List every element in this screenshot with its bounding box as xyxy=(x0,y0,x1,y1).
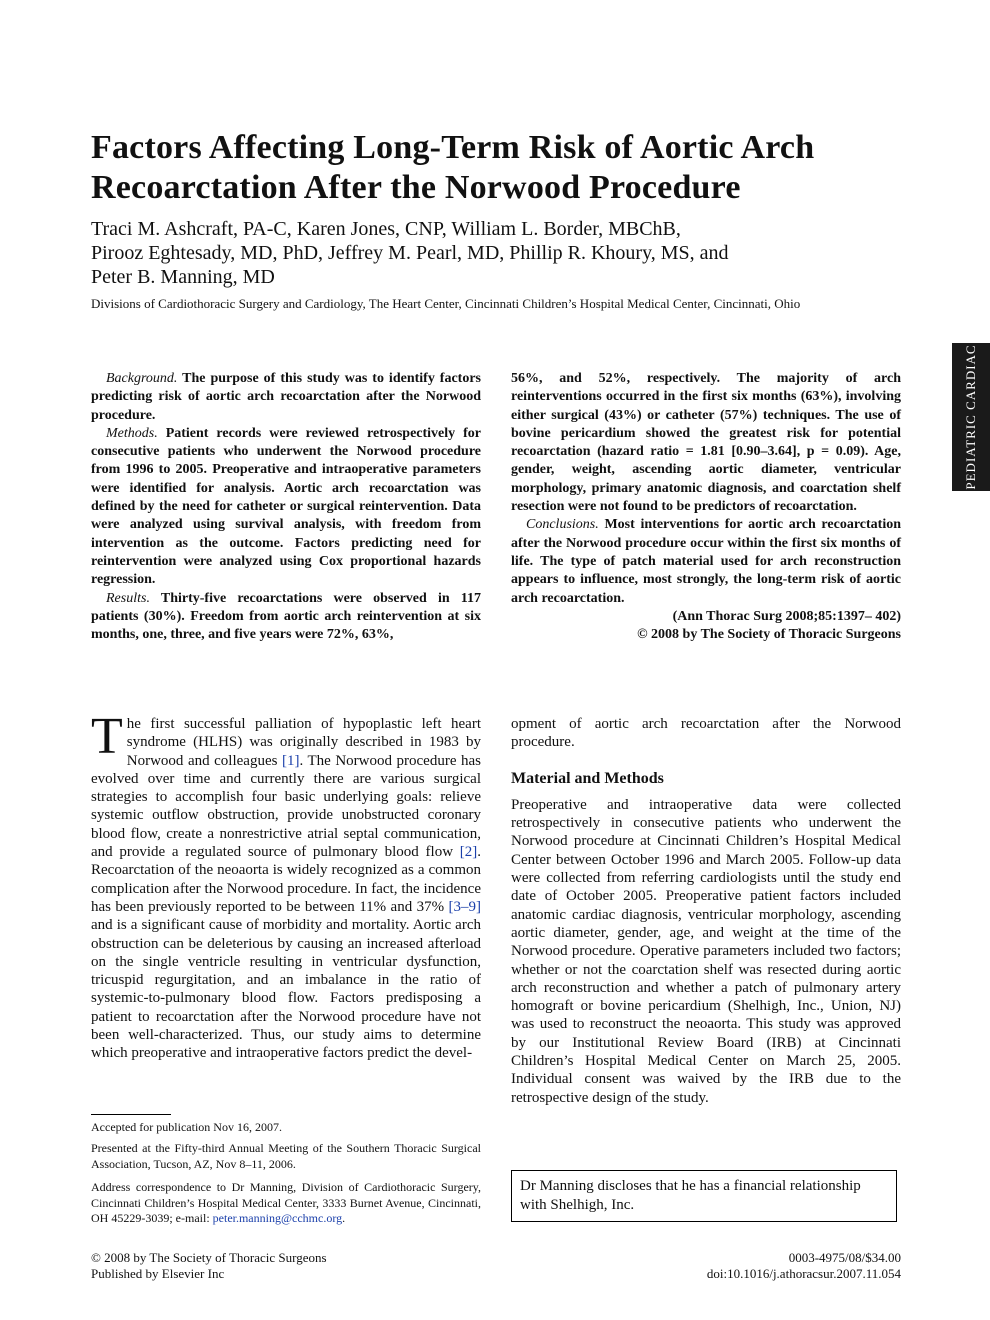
footer-left xyxy=(91,1250,327,1281)
footnote-presented: Presented at the Fifty-third Annual Meeting of the Southern Thoracic Surgical Association, Tucson, AZ, Nov 8–11, 2006. xyxy=(91,1141,481,1171)
methods-label: Methods. xyxy=(106,425,158,441)
results-text: Thirty-five recoarctations were observed in 117 patients (30%). Freedom from aortic arch reintervention at six months, one, three, and five years were 72%, 63%, xyxy=(91,590,481,643)
abstract-conclusions xyxy=(511,516,901,607)
footnote-address xyxy=(91,1180,481,1227)
conclusions-label: Conclusions. xyxy=(526,517,599,533)
intro-text: . The Norwood procedure has evolved over time and currently there are various surgical strategies to accomplish four basic underlying goals: relieve systemic outflow obstruction, provide unobstructed coronary blood flow, create a nonrestrictive atrial septal communication, and provide a regulated source of pulmonary blood flow xyxy=(91,752,482,861)
abstract-right-column xyxy=(511,370,901,644)
author-line: Peter B. Manning, MD xyxy=(91,266,275,288)
intro-continued: opment of aortic arch recoarctation after the Norwood procedure. xyxy=(511,716,901,751)
conclusions-text: Most interventions for aortic arch recoarctation after the Norwood procedure occur within the first six months of life. The type of patch material used for arch reconstruction appears to influence, most strongly, the long-term risk of aortic arch recoarctation. xyxy=(511,517,901,606)
footer-right xyxy=(707,1250,901,1281)
results-label: Results. xyxy=(106,590,150,606)
drop-cap: T xyxy=(91,708,123,765)
title-line: Factors Affecting Long-Term Risk of Aortic Arch xyxy=(91,129,815,166)
intro-text: . Recoarctation of the neoaorta is widely recognized as a common complication after the Norwood procedure. In fact, the incidence has been previously reported to be between 11% and 37% xyxy=(91,844,482,915)
background-label: Background. xyxy=(106,371,178,386)
citation: (Ann Thorac Surg 2008;85:1397– 402) xyxy=(672,608,901,624)
intro-text: he first successful palliation of hypoplastic left heart syndrome (HLHS) was originally described in 1983 by Norwood and colleagues xyxy=(126,716,481,769)
section-tab-label: PEDIATRIC CARDIAC xyxy=(963,344,978,490)
abstract-background xyxy=(91,370,481,425)
methods-column xyxy=(511,715,901,1107)
intro-text: and is a significant cause of morbidity and mortality. Aortic arch obstruction can be deleterious by causing an increased afterload on the single ventricle resulting in ventricular dysfunction, tricuspid regurgitation, and an imbalance in the ratio of systemic-to-pulmonary blood flow. Factors predisposing a patient to recoarctation after the Norwood procedure have not been well-characterized. Thus, our study aims to determine which preoperative and intraoperative factors predict the devel- xyxy=(91,917,481,1062)
intro-column xyxy=(91,708,482,1063)
address-end: . xyxy=(342,1211,346,1225)
reference-link[interactable]: [3–9] xyxy=(448,898,482,915)
reference-link[interactable]: [2] xyxy=(459,844,478,861)
abstract-left-column xyxy=(91,370,481,644)
section-tab xyxy=(952,343,990,491)
footer-publisher: Published by Elsevier Inc xyxy=(91,1265,225,1281)
intro-paragraph xyxy=(91,708,482,1063)
affiliation: Divisions of Cardiothoracic Surgery and Cardiology, The Heart Center, Cincinnati Children’s Hospital Medical Center, Cincinnati, Ohio xyxy=(91,296,801,311)
title-line: Recoarctation After the Norwood Procedure xyxy=(91,169,741,206)
copyright: © 2008 by The Society of Thoracic Surgeons xyxy=(637,627,901,643)
abstract-methods xyxy=(91,425,481,590)
footnote-divider xyxy=(91,1114,171,1115)
disclosure-box: Dr Manning discloses that he has a financial relationship with Shelhigh, Inc. xyxy=(511,1170,897,1222)
section-heading: Material and Methods xyxy=(511,769,664,787)
abstract-results-continued: 56%, and 52%, respectively. The majority of arch reinterventions occurred in the first six months (63%), involving either surgical (43%) or catheter (57%) techniques. The use of bovine pericardium showed the greatest risk for potential recoarctation (hazard ratio = 1.81 [0.90–3.64], p = 0.09). Age, gender, weight, ascending aortic diameter, ventricular morphology, primary anatomic diagnosis, and coarctation shelf resection were not found to be predictors of recoarctation. xyxy=(511,371,901,515)
reference-link[interactable]: [1] xyxy=(281,752,300,769)
author-line: Pirooz Eghtesady, MD, PhD, Jeffrey M. Pearl, MD, Phillip R. Khoury, MS, and xyxy=(91,242,729,264)
author-list xyxy=(91,217,911,289)
footer-doi: doi:10.1016/j.athoracsur.2007.11.054 xyxy=(706,1265,901,1281)
footer-issn: 0003-4975/08/$34.00 xyxy=(788,1250,901,1265)
abstract-results xyxy=(91,590,481,645)
methods-paragraph: Preoperative and intraoperative data were collected retrospectively in consecutive patients who underwent the Norwood procedure at Cincinnati Children’s Hospital Medical Center between October 1996 and March 2005. Follow-up data were collected from referring cardiologists until the study end date of October 2005. Preoperative patient factors included anatomic cardiac diagnosis, ventricular morphology, ascending aortic diameter, gender, age, and weight at the time of the Norwood procedure. Operative parameters included two factors; whether or not the coarctation shelf was resected during aortic arch reconstruction and whether a patch of pulmonary artery homograft or bovine pericardium (Shelhigh, Inc., Union, NJ) was used to reconstruct the neoaorta. This study was approved by our Institutional Review Board (IRB) at Cincinnati Children’s Hospital Medical Center on March 25, 2005. Individual consent was waived by the IRB due to the retrospective design of the study. xyxy=(511,796,901,1106)
footer-copyright: © 2008 by The Society of Thoracic Surgeons xyxy=(91,1250,327,1265)
background-text: The purpose of this study was to identify factors predicting risk of aortic arch recoarctation after the Norwood procedure. xyxy=(91,371,482,423)
footnote-accepted: Accepted for publication Nov 16, 2007. xyxy=(91,1120,282,1134)
article-title xyxy=(91,128,911,208)
author-line: Traci M. Ashcraft, PA-C, Karen Jones, CNP, William L. Border, MBChB, xyxy=(91,218,681,240)
methods-text: Patient records were reviewed retrospectively for consecutive patients who underwent the Norwood procedure from 1996 to 2005. Preoperative and intraoperative parameters were identified for analysis. Aortic arch recoarctation was defined by the need for catheter or surgical reintervention. Data were analyzed using survival analysis, with freedom from intervention as the outcome. Factors predicting need for reintervention were analyzed using Cox proportional hazards regression. xyxy=(91,425,481,588)
address-text: Address correspondence to Dr Manning, Division of Cardiothoracic Surgery, Cincinnati Children’s Hospital Medical Center, 3333 Burnet Avenue, Cincinnati, OH 45229-3039; e-mail: xyxy=(91,1180,481,1225)
email-link[interactable]: peter.manning@cchmc.org xyxy=(212,1211,343,1225)
